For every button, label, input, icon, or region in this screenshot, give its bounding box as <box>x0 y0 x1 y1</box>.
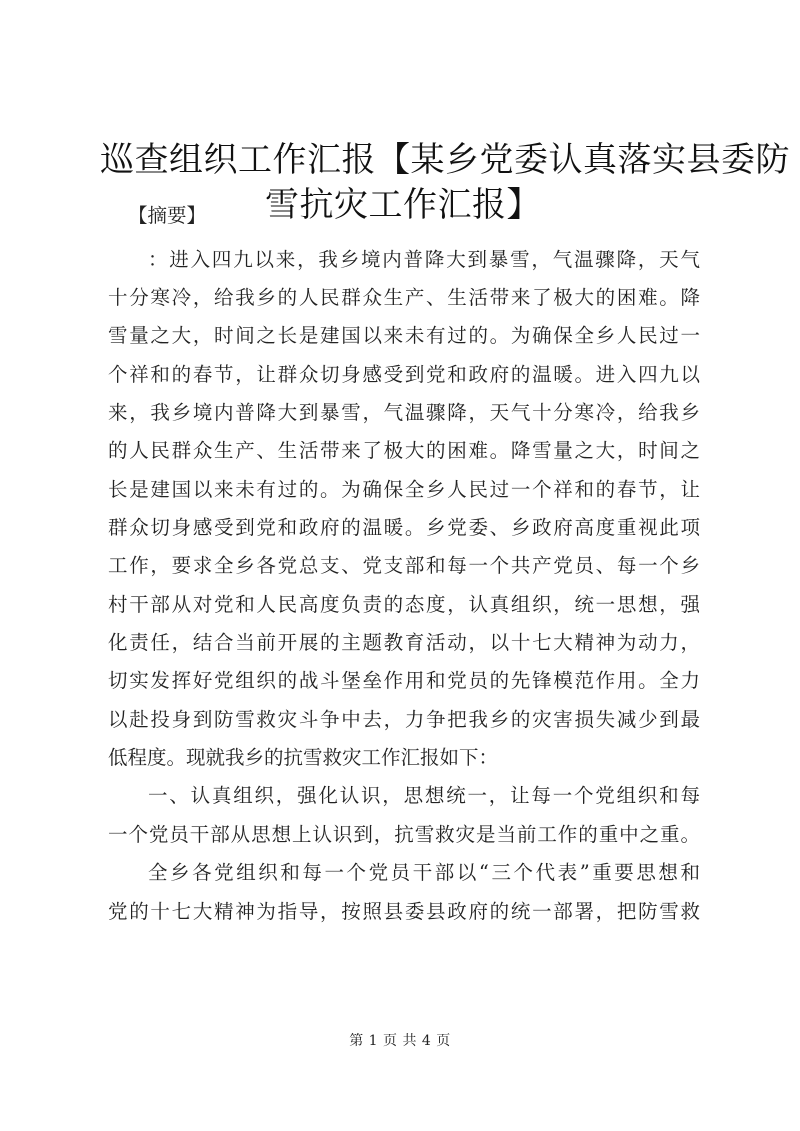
body-line: 一个党员干部从思想上认识到，抗雪救灾是当前工作的重中之重。 <box>108 823 700 846</box>
section-heading-line: 一、认真组织，强化认识，思想统一，让每一个党组织和每 <box>148 784 700 807</box>
abstract-label: 【摘要】 <box>128 204 207 227</box>
document-title-line-1: 巡查组织工作汇报【某乡党委认真落实县委防 <box>100 140 790 180</box>
body-line: 党的十七大精神为指导，按照县委县政府的统一部署，把防雪救 <box>108 900 700 923</box>
body-line: 来，我乡境内普降大到暴雪，气温骤降，天气十分寒冷，给我乡 <box>108 401 700 424</box>
body-line: 长是建国以来未有过的。为确保全乡人民过一个祥和的春节，让 <box>108 478 700 501</box>
body-line: 的人民群众生产、生活带来了极大的困难。降雪量之大，时间之 <box>108 439 700 462</box>
body-line: ：进入四九以来，我乡境内普降大到暴雪，气温骤降，天气 <box>148 248 700 271</box>
document-title-line-2: 雪抗灾工作汇报】 <box>265 185 541 225</box>
body-line: 十分寒冷，给我乡的人民群众生产、生活带来了极大的困难。降 <box>108 286 700 309</box>
body-line: 群众切身感受到党和政府的温暖。乡党委、乡政府高度重视此项 <box>108 516 700 539</box>
body-line: 村干部从对党和人民高度负责的态度，认真组织，统一思想，强 <box>108 593 700 616</box>
body-line: 个祥和的春节，让群众切身感受到党和政府的温暖。进入四九以 <box>108 363 700 386</box>
body-line: 切实发挥好党组织的战斗堡垒作用和党员的先锋模范作用。全力 <box>108 669 700 692</box>
body-line: 化责任，结合当前开展的主题教育活动，以十七大精神为动力， <box>108 631 700 654</box>
page-number-footer: 第 1 页 共 4 页 <box>349 1033 451 1049</box>
body-line: 工作，要求全乡各党总支、党支部和每一个共产党员、每一个乡 <box>108 554 700 577</box>
body-line: 雪量之大，时间之长是建国以来未有过的。为确保全乡人民过一 <box>108 324 700 347</box>
body-line: 全乡各党组织和每一个党员干部以“三个代表”重要思想和 <box>148 861 700 884</box>
body-line: 以赴投身到防雪救灾斗争中去，力争把我乡的灾害损失减少到最 <box>108 708 700 731</box>
body-line: 低程度。现就我乡的抗雪救灾工作汇报如下： <box>108 746 499 769</box>
